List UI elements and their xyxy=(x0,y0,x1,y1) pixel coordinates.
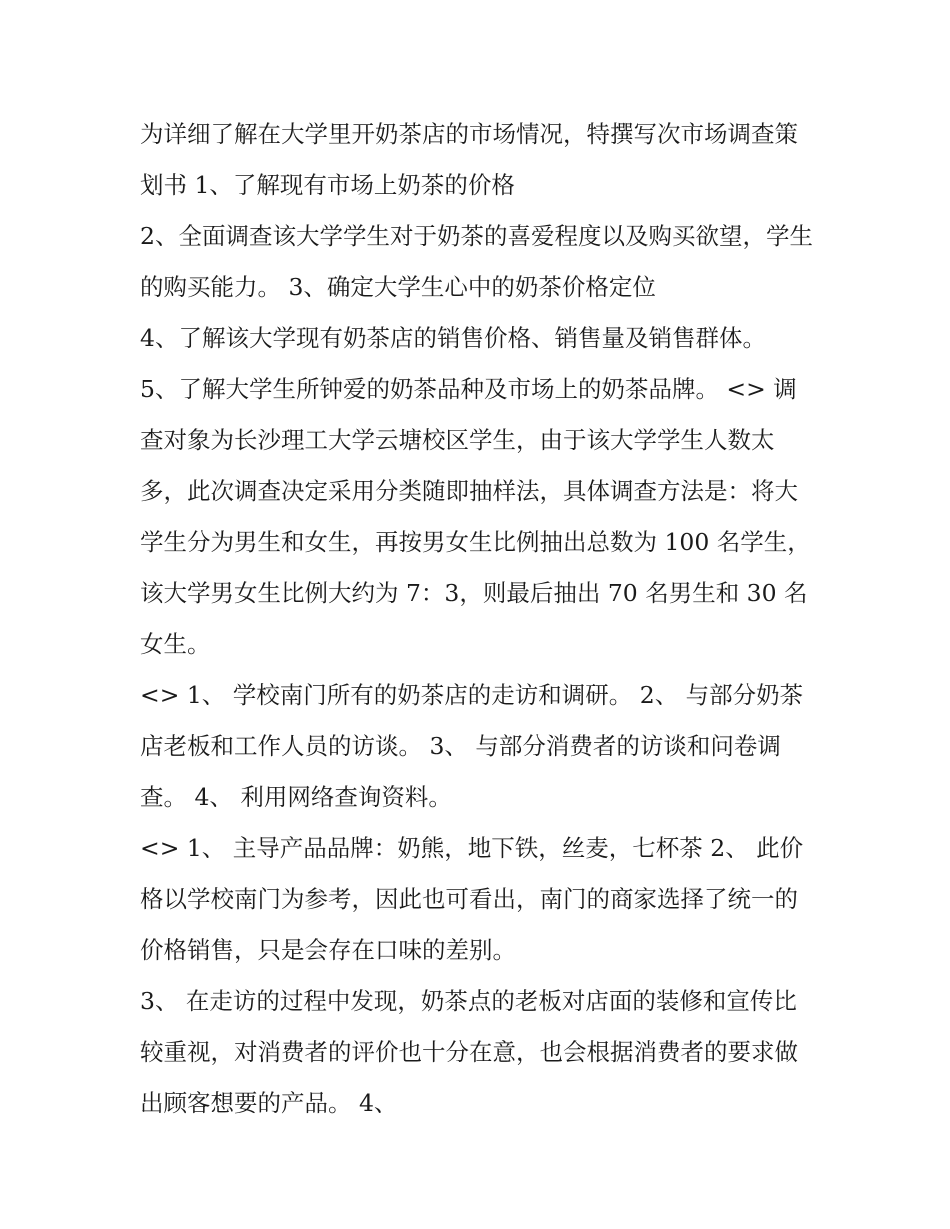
paragraph-3: 4、了解该大学现有奶茶店的销售价格、销售量及销售群体。 xyxy=(140,324,766,352)
paragraph-1: 为详细了解在大学里开奶茶店的市场情况，特撰写次市场调查策划书 1、了解现有市场上奶茶的价格 xyxy=(140,120,798,199)
paragraph-7: 3、 在走访的过程中发现，奶茶点的老板对店面的装修和宣传比较重视，对消费者的评价也十分在意，也会根据消费者的要求做出顾客想要的产品。 4、 xyxy=(140,987,798,1117)
paragraph-2: 2、全面调查该大学学生对于奶茶的喜爱程度以及购买欲望，学生的购买能力。 3、确定大学生心中的奶茶价格定位 xyxy=(140,222,813,301)
paragraph-5: <> 1、 学校南门所有的奶茶店的走访和调研。 2、 与部分奶茶店老板和工作人员的访谈。 3、 与部分消费者的访谈和问卷调查。 4、 利用网络查询资料。 xyxy=(140,681,804,811)
document-body xyxy=(140,109,820,1129)
paragraph-6: <> 1、 主导产品品牌：奶熊，地下铁，丝麦，七杯茶 2、 此价格以学校南门为参考，因此也可看出，南门的商家选择了统一的价格销售，只是会存在口味的差别。 xyxy=(140,834,804,964)
paragraph-4: 5、了解大学生所钟爱的奶茶品种及市场上的奶茶品牌。 <> 调查对象为长沙理工大学云塘校区学生，由于该大学学生人数太多，此次调查决定采用分类随即抽样法，具体调查方法是：将大学生分为男生和女生，再按男女生比例抽出总数为 100 名学生，该大学男女生比例大约为 7：3，则最后抽出 70 名男生和 30 名女生。 xyxy=(140,375,811,658)
